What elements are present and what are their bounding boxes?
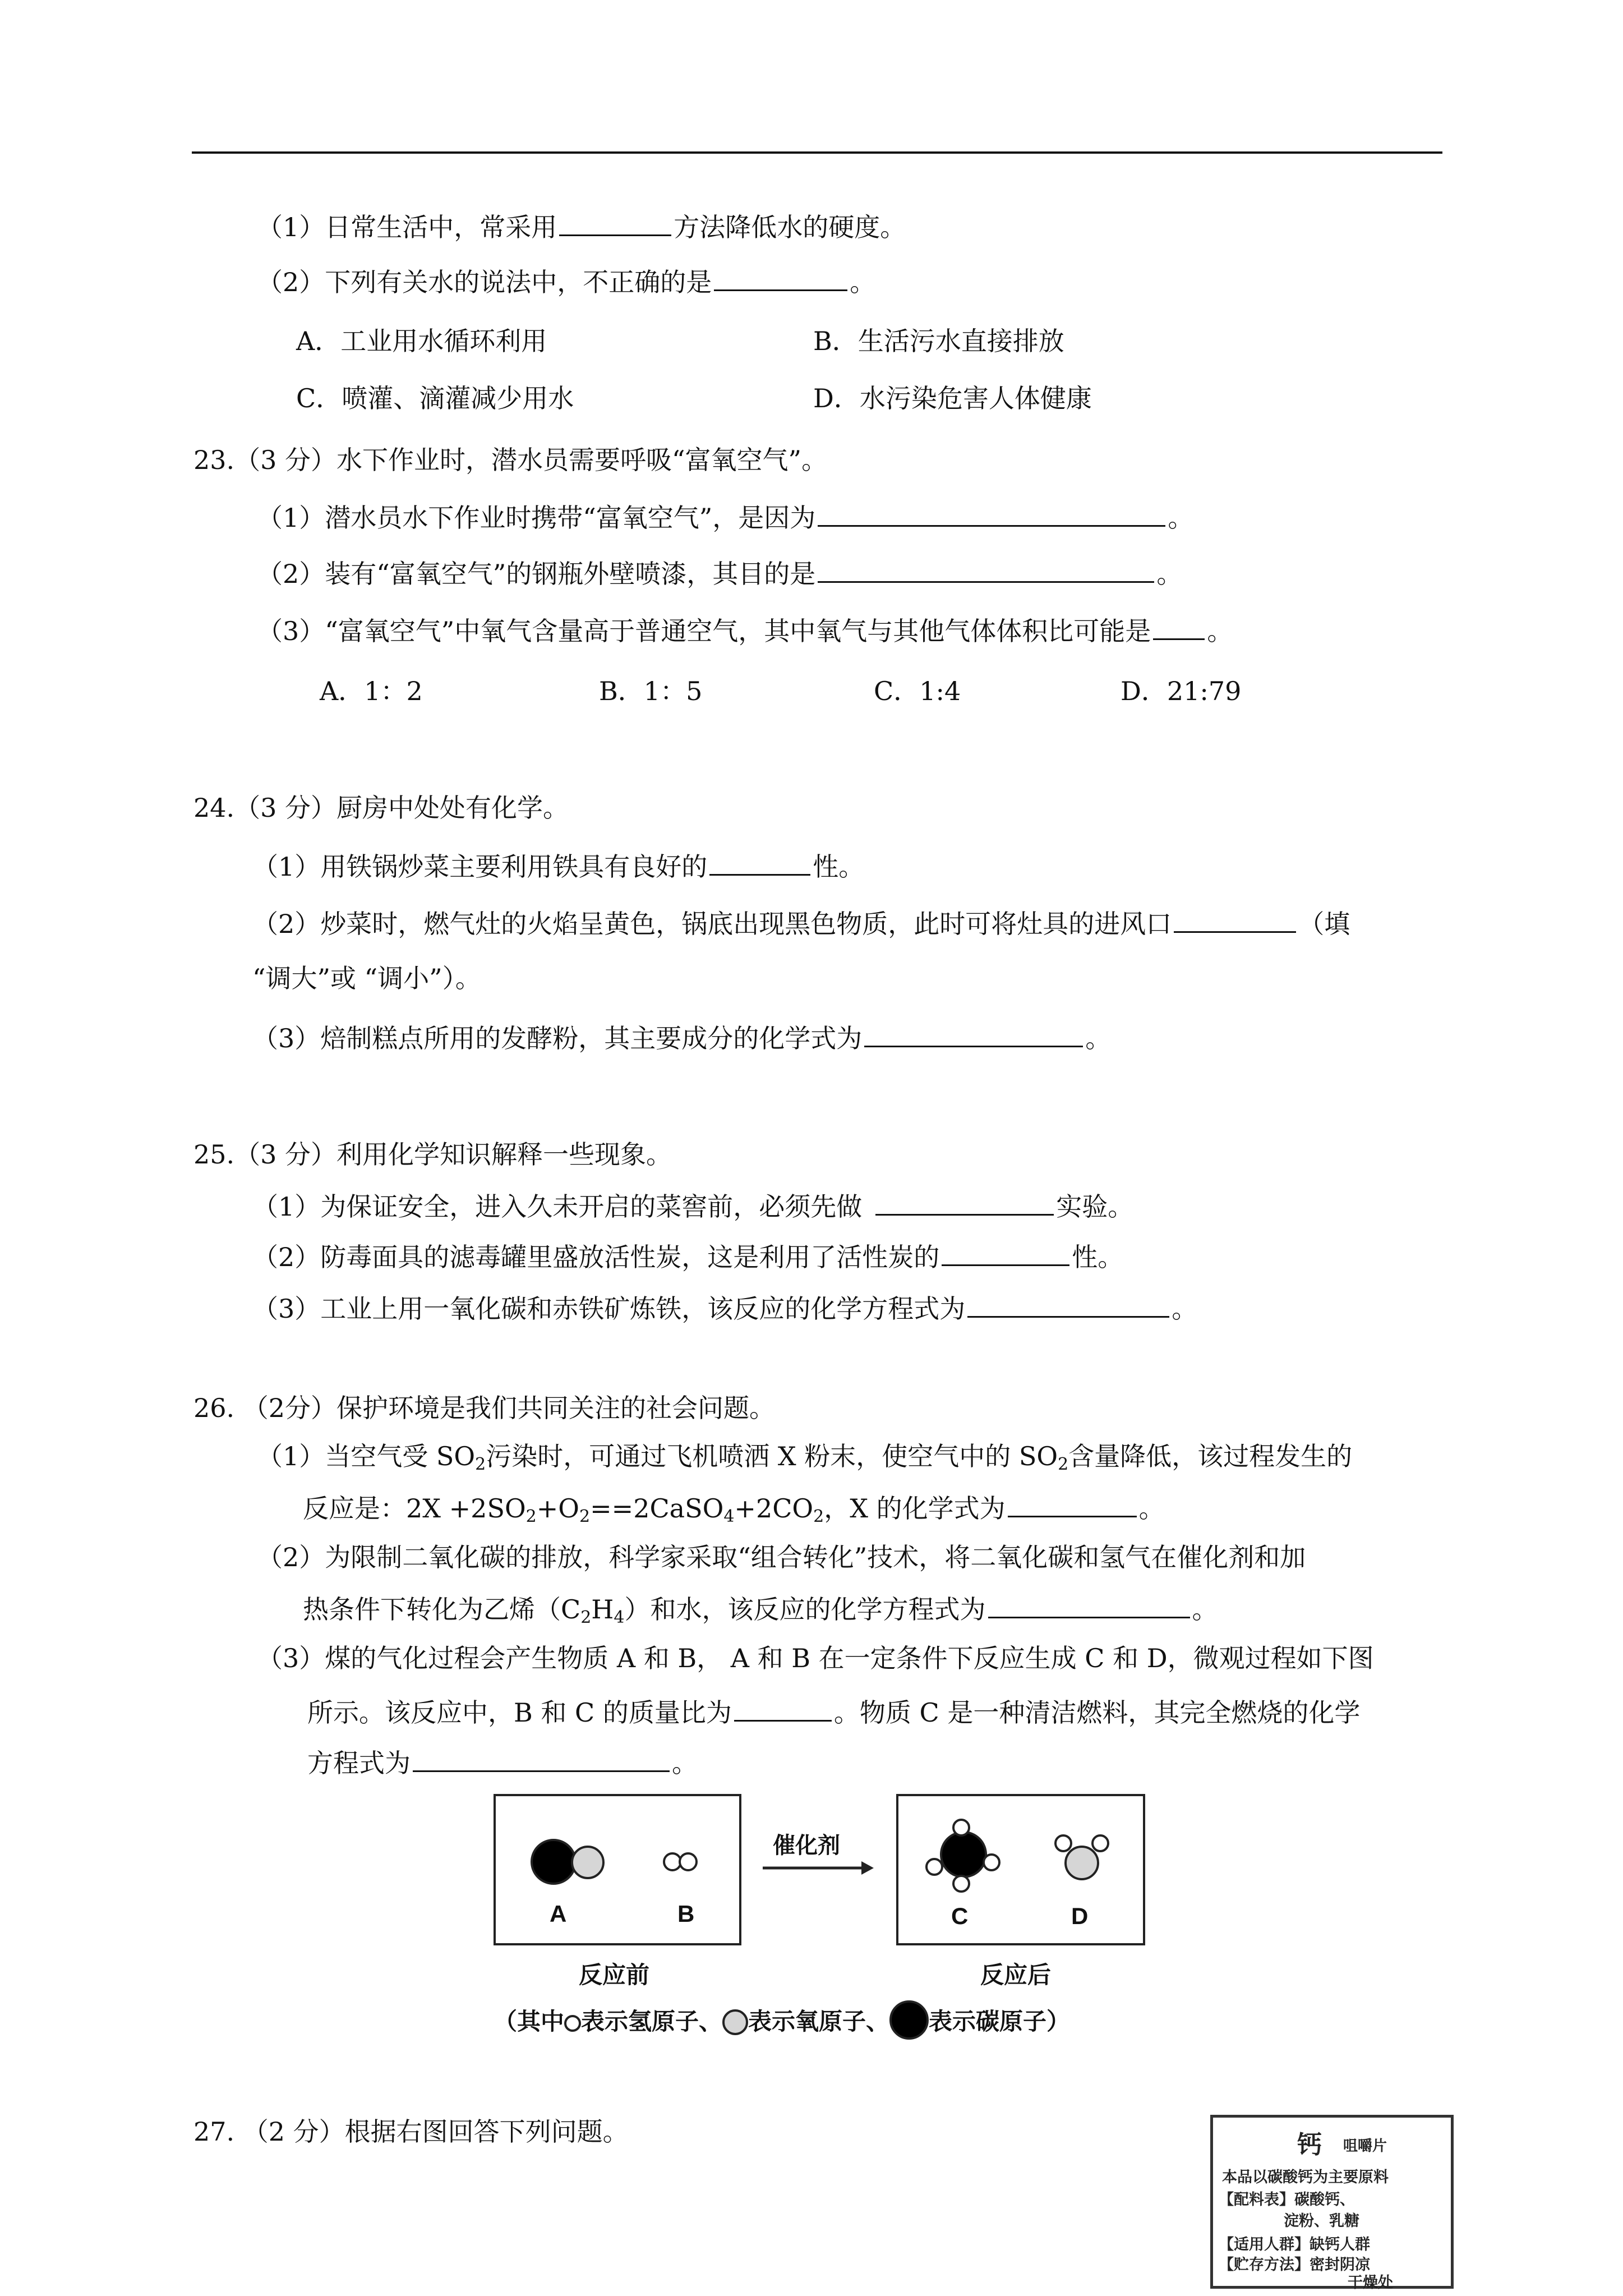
q24-part2-text: （2）炒菜时，燃气灶的火焰呈黄色，锅底出现黑色物质，此时可将灶具的进风口: [252, 909, 1172, 939]
carbon-legend-icon: [889, 2000, 929, 2040]
q23-part1-text-end: 。: [1168, 503, 1194, 533]
legend-text: 表示氢原子、: [581, 2008, 723, 2035]
answer-blank[interactable]: [709, 848, 810, 876]
q25-part3-text: （3）工业上用一氧化碳和赤铁矿炼铁，该反应的化学方程式为: [252, 1294, 966, 1324]
q26-text: +2CO: [734, 1493, 814, 1524]
q25-part2-text: （2）防毒面具的滤毒罐里盛放活性炭，这是利用了活性炭的: [252, 1242, 940, 1272]
q26-part1-line2: [303, 1490, 1165, 1534]
q22-option-b: B．生活污水直接排放: [813, 326, 1064, 356]
answer-blank[interactable]: [1153, 613, 1205, 640]
q24-part3: [252, 1020, 1111, 1055]
label-line: 【贮存方法】密封阴凉: [1219, 2256, 1370, 2274]
q22-option-a: A．工业用水循环利用: [296, 326, 547, 356]
q23-title: 23.（3 分）水下作业时，潜水员需要呼吸“富氧空气”。: [193, 445, 828, 475]
answer-blank[interactable]: [818, 499, 1165, 527]
product-name: 钙: [1297, 2131, 1322, 2159]
oxygen-legend-icon: [722, 2009, 748, 2035]
q22-part1: [257, 209, 906, 244]
calcium-product-label: [1210, 2115, 1454, 2292]
q23-part3-text-end: 。: [1207, 616, 1233, 646]
answer-blank[interactable]: [559, 209, 671, 236]
q26-text: +O: [536, 1493, 580, 1524]
subscript: 2: [813, 1507, 824, 1526]
answer-blank[interactable]: [1008, 1490, 1137, 1517]
q26-part3-line2: [307, 1694, 1360, 1729]
q26-text: 所示。该反应中，B 和 C 的质量比为: [307, 1697, 732, 1728]
label-line: 干燥处: [1348, 2274, 1393, 2292]
carbon-atom: [531, 1839, 577, 1885]
q23-option-b: B．1：5: [599, 676, 703, 706]
legend-text: （其中: [494, 2008, 565, 2035]
answer-blank[interactable]: [818, 555, 1154, 583]
q26-text: 污染时，可通过飞机喷洒 X 粉末，使空气中的 SO: [486, 1441, 1058, 1471]
q26-part3-line1: （3）煤的气化过程会产生物质 A 和 B， A 和 B 在一定条件下反应生成 C 和 D，微观过程如下图: [257, 1643, 1374, 1673]
after-label: 反应后: [980, 1962, 1052, 1988]
q26-part1-line1: [257, 1439, 1352, 1481]
q26-title: 26. （2分）保护环境是我们共同关注的社会问题。: [193, 1393, 776, 1423]
answer-blank[interactable]: [942, 1239, 1069, 1266]
q22-option-d: D．水污染危害人体健康: [813, 383, 1092, 413]
oxygen-atom: [571, 1846, 605, 1879]
answer-blank[interactable]: [413, 1745, 670, 1772]
subscript: 2: [1058, 1455, 1069, 1474]
q22-option-c: C．喷灌、滴灌减少用水: [296, 383, 574, 413]
q27-title: 27. （2 分）根据右图回答下列问题。: [193, 2116, 629, 2147]
carbon-atom: [940, 1831, 987, 1878]
subscript: 2: [580, 1608, 592, 1627]
label-line: 【适用人群】缺钙人群: [1219, 2236, 1370, 2253]
hydrogen-legend-icon: [564, 2015, 581, 2032]
q24-part1-text-end: 性。: [813, 852, 865, 882]
answer-blank[interactable]: [1174, 905, 1296, 933]
q23-option-d: D．21:79: [1121, 676, 1242, 706]
answer-blank[interactable]: [988, 1591, 1190, 1618]
molecule-label-d: D: [1071, 1903, 1089, 1929]
q26-text: ，X 的化学式为: [824, 1493, 1006, 1524]
q25-part2-text-end: 性。: [1072, 1242, 1124, 1272]
q24-part3-text: （3）焙制糕点所用的发酵粉，其主要成分的化学式为: [252, 1023, 863, 1053]
hydrogen-atom: [983, 1853, 1000, 1871]
q25-part2: [252, 1239, 1123, 1274]
molecule-label-a: A: [550, 1901, 567, 1927]
q23-part2: [257, 555, 1182, 591]
diagram-legend: [494, 2000, 1070, 2040]
q23-part3: [257, 613, 1233, 648]
header-rule: [192, 151, 1442, 154]
q26-part3-line3: [307, 1745, 698, 1780]
hydrogen-atom: [1091, 1834, 1109, 1852]
q26-text: ）和水，该反应的化学方程式为: [624, 1594, 986, 1625]
answer-blank[interactable]: [714, 264, 847, 291]
q26-text: ==2CaSO: [590, 1493, 724, 1524]
subscript: 2: [525, 1507, 537, 1526]
q23-option-a: A．1：2: [320, 676, 423, 706]
q24-title: 24.（3 分）厨房中处处有化学。: [193, 793, 569, 823]
q23-option-c: C．1:4: [874, 676, 961, 706]
q23-part1-text: （1）潜水员水下作业时携带“富氧空气”，是因为: [257, 503, 816, 533]
hydrogen-atom: [952, 1875, 970, 1893]
product-type: 咀嚼片: [1343, 2138, 1387, 2155]
q25-title: 25.（3 分）利用化学知识解释一些现象。: [193, 1139, 672, 1170]
catalyst-label: 催化剂: [773, 1833, 840, 1858]
q26-text: 反应是：2X +2SO: [303, 1493, 526, 1524]
q24-part2: [252, 905, 1350, 941]
q25-part1-text: （1）为保证安全，进入久未开启的菜窖前，必须先做: [252, 1191, 863, 1222]
q23-part2-text: （2）装有“富氧空气”的钢瓶外壁喷漆，其目的是: [257, 559, 816, 589]
q24-part3-text-end: 。: [1085, 1023, 1112, 1053]
q25-part1-text-end: 实验。: [1056, 1191, 1134, 1222]
q26-text: 。: [672, 1748, 698, 1778]
answer-blank[interactable]: [875, 1188, 1054, 1216]
hydrogen-atom: [925, 1858, 943, 1876]
q26-text: 。: [1192, 1594, 1218, 1625]
q23-part1: [257, 499, 1193, 535]
q23-part3-text: （3）“富氧空气”中氧气含量高于普通空气，其中氧气与其他气体体积比可能是: [257, 616, 1151, 646]
before-label: 反应前: [579, 1962, 650, 1988]
legend-text: 表示碳原子）: [929, 2008, 1071, 2035]
subscript: 4: [614, 1608, 625, 1627]
label-line: 淀粉、乳糖: [1284, 2212, 1359, 2230]
oxygen-atom: [1064, 1846, 1099, 1880]
reaction-arrow-icon: [760, 1857, 876, 1879]
q26-text: （1）当空气受 SO: [257, 1441, 476, 1471]
before-reaction-box: [494, 1794, 741, 1945]
q26-text: 。: [1138, 1493, 1165, 1524]
subscript: 4: [723, 1507, 735, 1526]
answer-blank[interactable]: [864, 1020, 1083, 1047]
hydrogen-atom: [952, 1819, 970, 1837]
q26-part2-line2: [303, 1591, 1218, 1635]
q26-text: 。物质 C 是一种清洁燃料，其完全燃烧的化学: [833, 1697, 1361, 1728]
q26-text: 方程式为: [307, 1748, 411, 1778]
legend-text: 表示氧原子、: [748, 2008, 890, 2035]
q26-text: H: [591, 1594, 614, 1625]
q22-part2-text-end: 。: [850, 267, 876, 297]
q26-text: 热条件下转化为乙烯（C: [303, 1594, 581, 1625]
q24-part1-text: （1）用铁锅炒菜主要利用铁具有良好的: [252, 852, 708, 882]
subscript: 2: [475, 1455, 486, 1474]
q26-text: 含量降低，该过程发生的: [1068, 1441, 1353, 1471]
q25-part3-text-end: 。: [1172, 1294, 1198, 1324]
label-line: 本品以碳酸钙为主要原料: [1222, 2169, 1389, 2186]
q22-part1-text-end: 方法降低水的硬度。: [674, 212, 906, 242]
q26-part2-line1: （2）为限制二氧化碳的排放，科学家采取“组合转化”技术，将二氧化碳和氢气在催化剂和加: [257, 1542, 1306, 1572]
q25-part3: [252, 1290, 1197, 1326]
answer-blank[interactable]: [734, 1694, 832, 1722]
molecule-label-b: B: [677, 1901, 695, 1927]
q24-part2-text-end: （填: [1298, 909, 1350, 939]
q25-part1: [252, 1188, 1133, 1223]
molecule-label-c: C: [951, 1903, 969, 1929]
q22-part2: [257, 264, 875, 299]
hydrogen-atom: [679, 1852, 698, 1871]
q23-part2-text-end: 。: [1156, 559, 1183, 589]
q24-part1: [252, 848, 864, 884]
q24-part2-cont: “调大”或 “调小”）。: [252, 963, 481, 993]
label-line: 【配料表】碳酸钙、: [1219, 2191, 1355, 2208]
subscript: 2: [579, 1507, 591, 1526]
q22-part1-text: （1）日常生活中，常采用: [257, 212, 557, 242]
answer-blank[interactable]: [967, 1290, 1169, 1318]
q22-part2-text: （2）下列有关水的说法中，不正确的是: [257, 267, 712, 297]
